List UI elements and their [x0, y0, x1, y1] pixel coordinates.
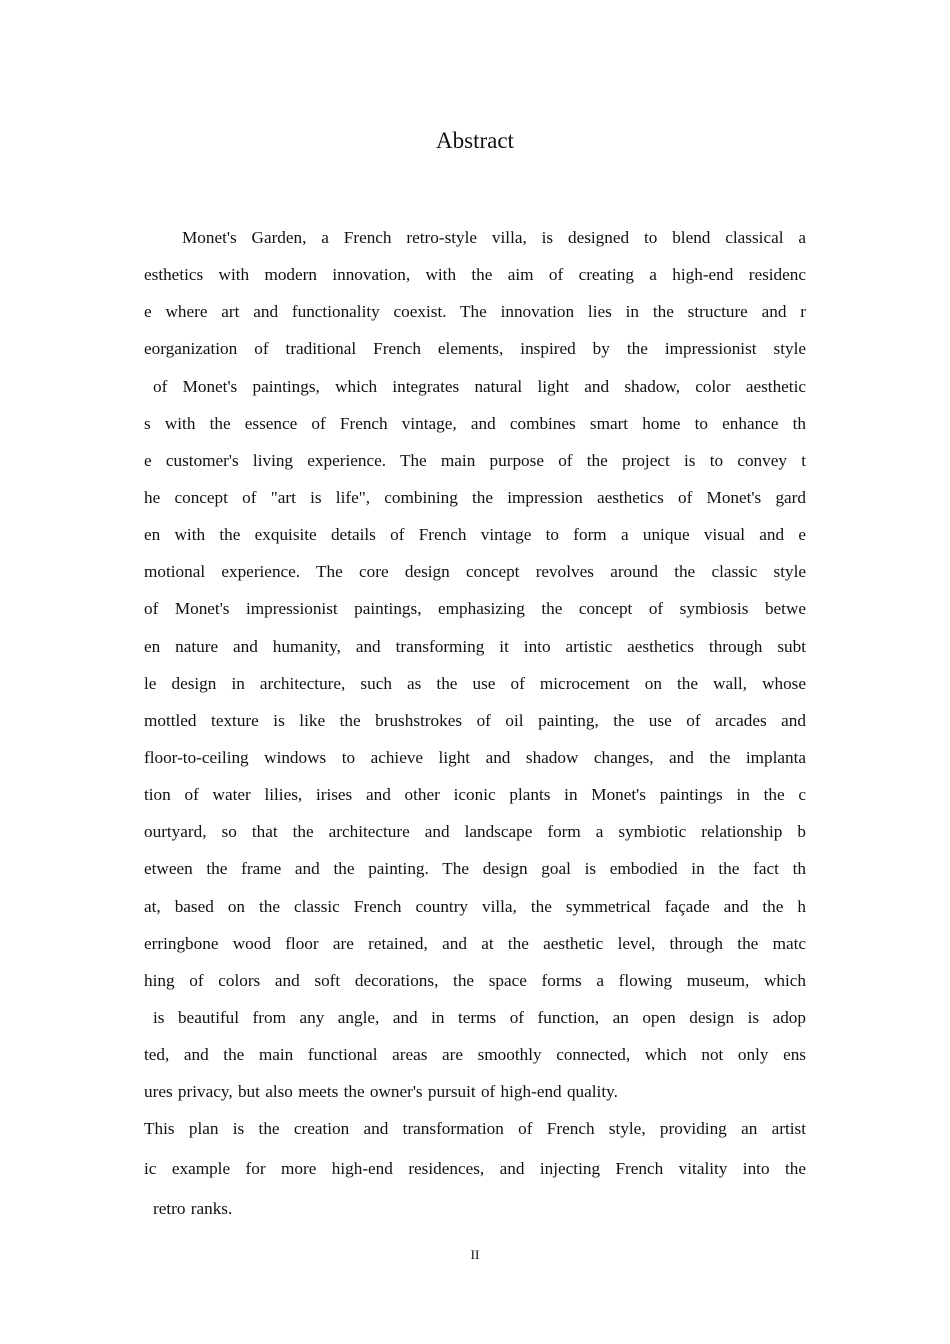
abstract-paragraph-1	[144, 223, 806, 1114]
text-line: motional experience. The core design concept revolves around the classic style	[144, 562, 806, 582]
text-line: s with the essence of French vintage, and combines smart home to enhance th	[144, 413, 806, 433]
text-line: en nature and humanity, and transforming it into artistic aesthetics through subt	[144, 636, 806, 656]
text-line: at, based on the classic French country villa, the symmetrical façade and the h	[144, 896, 806, 916]
text-line: esthetics with modern innovation, with the aim of creating a high-end residenc	[144, 265, 806, 285]
text-line: of Monet's paintings, which integrates natural light and shadow, color aesthetic	[153, 376, 806, 396]
text-line: ures privacy, but also meets the owner's pursuit of high-end quality.	[144, 1082, 618, 1102]
abstract-paragraph-2	[144, 1114, 806, 1231]
text-line: This plan is the creation and transformation of French style, providing an artist	[144, 1119, 806, 1139]
text-line: erringbone wood floor are retained, and at the aesthetic level, through the matc	[144, 933, 806, 953]
text-line: ted, and the main functional areas are smoothly connected, which not only ens	[144, 1045, 806, 1065]
abstract-body	[144, 223, 806, 1232]
text-line: Monet's Garden, a French retro-style villa, is designed to blend classical a	[182, 228, 806, 247]
text-line: floor-to-ceiling windows to achieve light and shadow changes, and the implanta	[144, 747, 806, 767]
text-line: eorganization of traditional French elements, inspired by the impressionist style	[144, 339, 806, 359]
text-line: mottled texture is like the brushstrokes of oil painting, the use of arcades and	[144, 710, 806, 730]
text-line: ourtyard, so that the architecture and landscape form a symbiotic relationship b	[144, 822, 806, 842]
text-line: retro ranks.	[153, 1199, 233, 1219]
text-line: en with the exquisite details of French vintage to form a unique visual and e	[144, 525, 806, 545]
text-line: is beautiful from any angle, and in terms of function, an open design is adop	[153, 1007, 806, 1027]
text-line: tion of water lilies, irises and other iconic plants in Monet's paintings in the c	[144, 785, 806, 805]
text-line: e where art and functionality coexist. The innovation lies in the structure and r	[144, 302, 806, 322]
text-line: etween the frame and the painting. The design goal is embodied in the fact th	[144, 859, 806, 879]
text-line: he concept of "art is life", combining the impression aesthetics of Monet's gard	[144, 487, 806, 507]
text-line: hing of colors and soft decorations, the space forms a flowing museum, which	[144, 970, 806, 990]
text-line: ic example for more high-end residences, and injecting French vitality into the	[144, 1159, 806, 1179]
text-line: e customer's living experience. The main purpose of the project is to convey t	[144, 450, 806, 470]
page-title: Abstract	[436, 128, 514, 153]
page-number: II	[470, 1247, 480, 1262]
text-line: le design in architecture, such as the use of microcement on the wall, whose	[144, 673, 806, 693]
text-line: of Monet's impressionist paintings, emphasizing the concept of symbiosis betwe	[144, 599, 806, 619]
